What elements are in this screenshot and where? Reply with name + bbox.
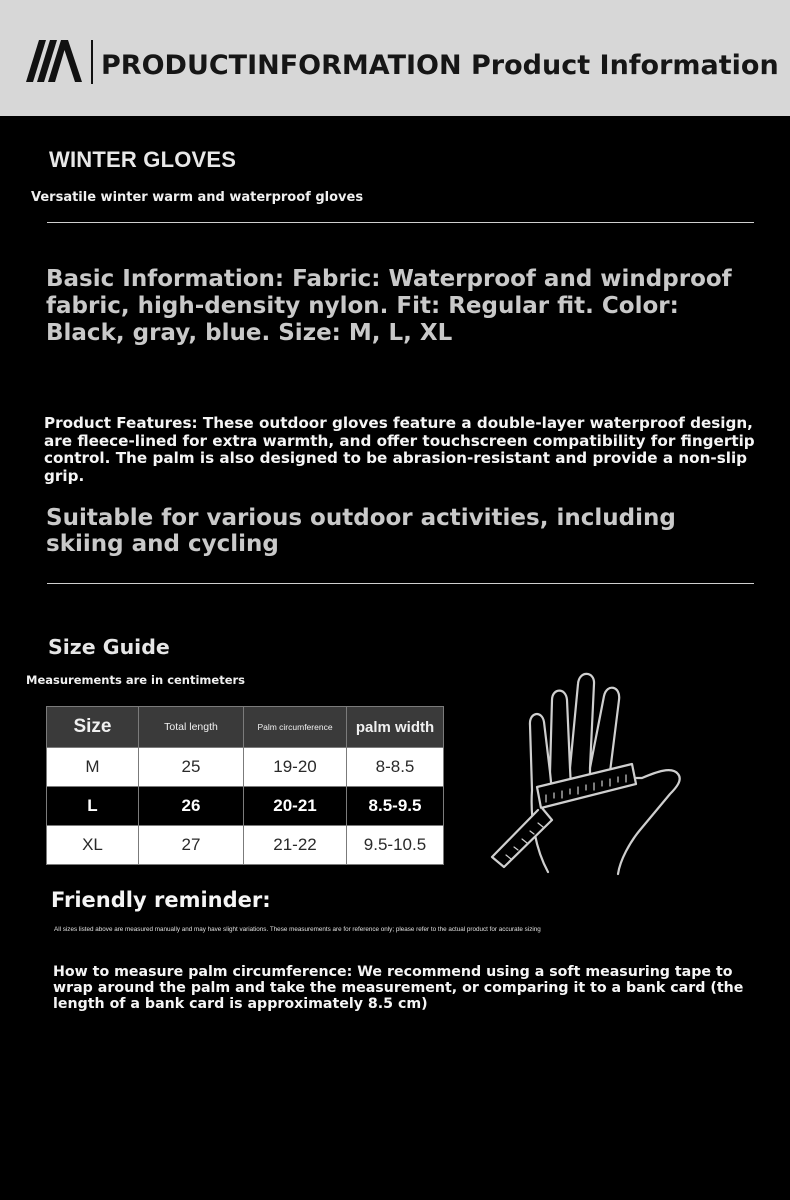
table-cell: 19-20 [244, 748, 347, 787]
brand-logo-mark [26, 40, 82, 82]
table-cell: 20-21 [244, 787, 347, 826]
suitable-activities: Suitable for various outdoor activities, including skiing and cycling [46, 505, 676, 557]
header-title: PRODUCTINFORMATION Product Information [101, 50, 779, 81]
table-cell: M [47, 748, 139, 787]
column-header: palm width [347, 707, 444, 748]
table-row [47, 826, 444, 865]
table-cell: 8-8.5 [347, 748, 444, 787]
column-header: Size [47, 707, 139, 748]
section-divider [47, 583, 754, 584]
hand-measuring-tape-icon [480, 660, 700, 885]
size-guide-title: Size Guide [48, 635, 170, 659]
header-banner [0, 0, 790, 116]
basic-information: Basic Information: Fabric: Waterproof and windproof fabric, high-density nylon. Fit: Regular fit. Color: Black, gray, blue. Size: M, L, XL [46, 266, 732, 346]
table-cell: 27 [139, 826, 244, 865]
table-cell: 8.5-9.5 [347, 787, 444, 826]
column-header: Palm circumference [244, 707, 347, 748]
how-to-measure: How to measure palm circumference: We recommend using a soft measuring tape to wrap around the palm and take the measurement, or comparing it to a bank card (the length of a bank card is approximately 8.5 cm) [53, 964, 744, 1012]
product-subtitle: Versatile winter warm and waterproof gloves [31, 190, 364, 205]
measurement-unit-note: Measurements are in centimeters [26, 673, 246, 687]
table-cell: 26 [139, 787, 244, 826]
column-header: Total length [139, 707, 244, 748]
sizing-disclaimer: All sizes listed above are measured manually and may have slight variations. These measurements are for reference only; please refer to the actual product for accurate sizing [54, 926, 541, 933]
table-cell: 21-22 [244, 826, 347, 865]
table-cell: 9.5-10.5 [347, 826, 444, 865]
table-cell: L [47, 787, 139, 826]
table-cell: XL [47, 826, 139, 865]
size-table [46, 706, 444, 865]
table-cell: 25 [139, 748, 244, 787]
product-title: WINTER GLOVES [49, 147, 237, 172]
section-divider [47, 222, 754, 223]
friendly-reminder-title: Friendly reminder: [51, 888, 271, 912]
table-row [47, 787, 444, 826]
product-features: Product Features: These outdoor gloves feature a double-layer waterproof design, are fleece-lined for extra warmth, and offer touchscreen compatibility for fingertip control. The palm is also designed to be abrasion-resistant and provide a non-slip grip. [44, 414, 755, 485]
header-divider [91, 40, 93, 84]
table-header-row [47, 707, 444, 748]
table-row [47, 748, 444, 787]
